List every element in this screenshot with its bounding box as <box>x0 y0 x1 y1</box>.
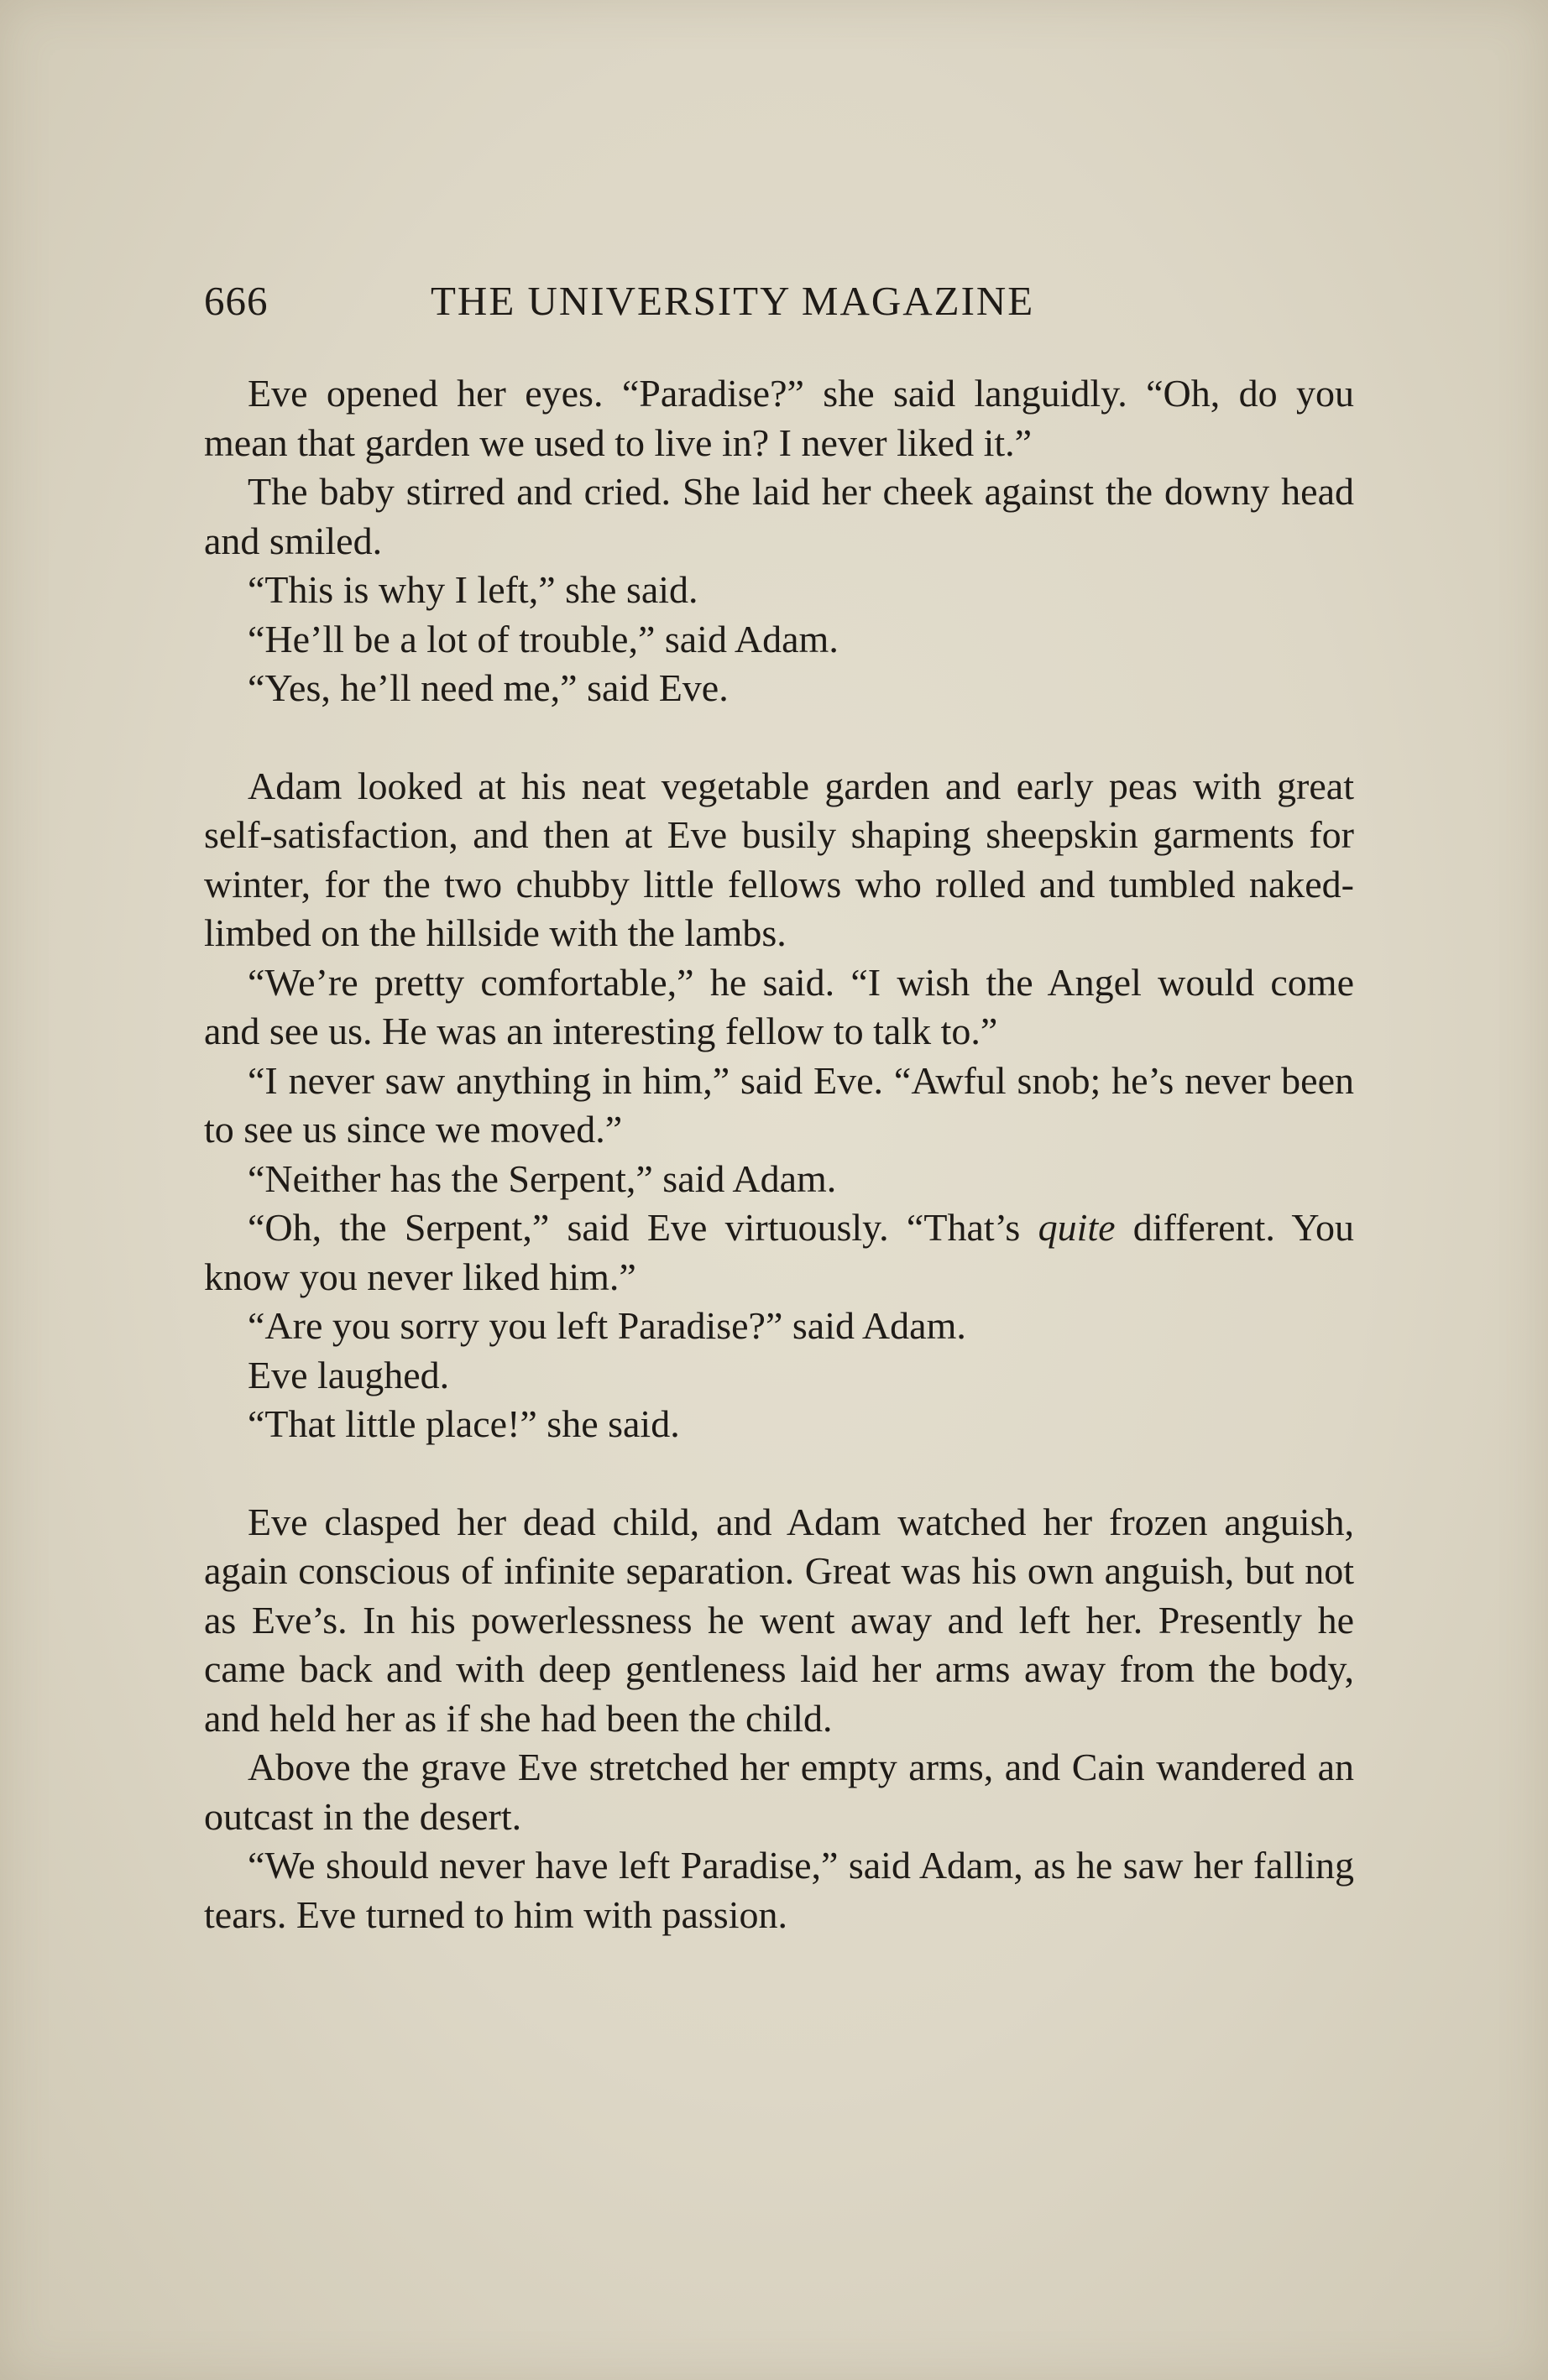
emphasized-word: quite <box>1038 1206 1116 1249</box>
paragraph: Eve clasped her dead child, and Adam watched her frozen anguish, again conscious of infinite separation. Great was his own anguish, but not as Eve’s. In his powerlessness he went away and left her. Presently he came back and with deep gentleness laid her arms away from the body, and held her as if she had been the child. <box>204 1500 1354 1740</box>
paragraph: “We’re pretty comfortable,” he said. “I wish the Angel would come and see us. He was an interesting fellow to talk to.” <box>204 960 1354 1052</box>
paragraph: Above the grave Eve stretched her empty arms, and Cain wandered an outcast in the desert. <box>204 1746 1354 1838</box>
text-run: different. You know you never liked him.” <box>204 1206 1354 1298</box>
paragraph: “Yes, he’ll need me,” said Eve. <box>248 666 729 709</box>
section-3 <box>204 1498 1354 1940</box>
paragraph-with-emphasis <box>204 1203 1354 1302</box>
paragraph: “Neither has the Serpent,” said Adam. <box>248 1156 837 1200</box>
page-header <box>204 277 1354 336</box>
section-1 <box>204 369 1354 713</box>
paragraph: “We should never have left Paradise,” said Adam, as he saw her falling tears. Eve turned to him with passion. <box>204 1844 1354 1936</box>
running-head: THE UNIVERSITY MAGAZINE <box>431 278 1035 324</box>
paragraph: “This is why I left,” she said. <box>248 568 698 611</box>
paragraph: “He’ll be a lot of trouble,” said Adam. <box>248 617 839 660</box>
paragraph: Eve laughed. <box>248 1353 450 1396</box>
page-number: 666 <box>204 278 269 324</box>
paragraph: The baby stirred and cried. She laid her cheek against the downy head and smiled. <box>204 470 1354 562</box>
section-2 <box>204 762 1354 1449</box>
text-run: “Oh, the Serpent,” said Eve virtuously. “That’s <box>248 1206 1038 1249</box>
paragraph: “Are you sorry you left Paradise?” said Adam. <box>248 1304 966 1347</box>
paragraph: Adam looked at his neat vegetable garden and early peas with great self-satisfaction, and then at Eve busily shaping sheepskin garments for winter, for the two chubby little fellows who rolled and tumbled naked-limbed on the hillside with the lambs. <box>204 764 1354 954</box>
page-body <box>204 369 1354 1939</box>
paragraph: “I never saw anything in him,” said Eve. “Awful snob; he’s never been to see us since we moved.” <box>204 1058 1354 1151</box>
paragraph: Eve opened her eyes. “Paradise?” she said languidly. “Oh, do you mean that garden we used to live in? I never liked it.” <box>204 372 1354 464</box>
paragraph: “That little place!” she said. <box>248 1402 680 1445</box>
